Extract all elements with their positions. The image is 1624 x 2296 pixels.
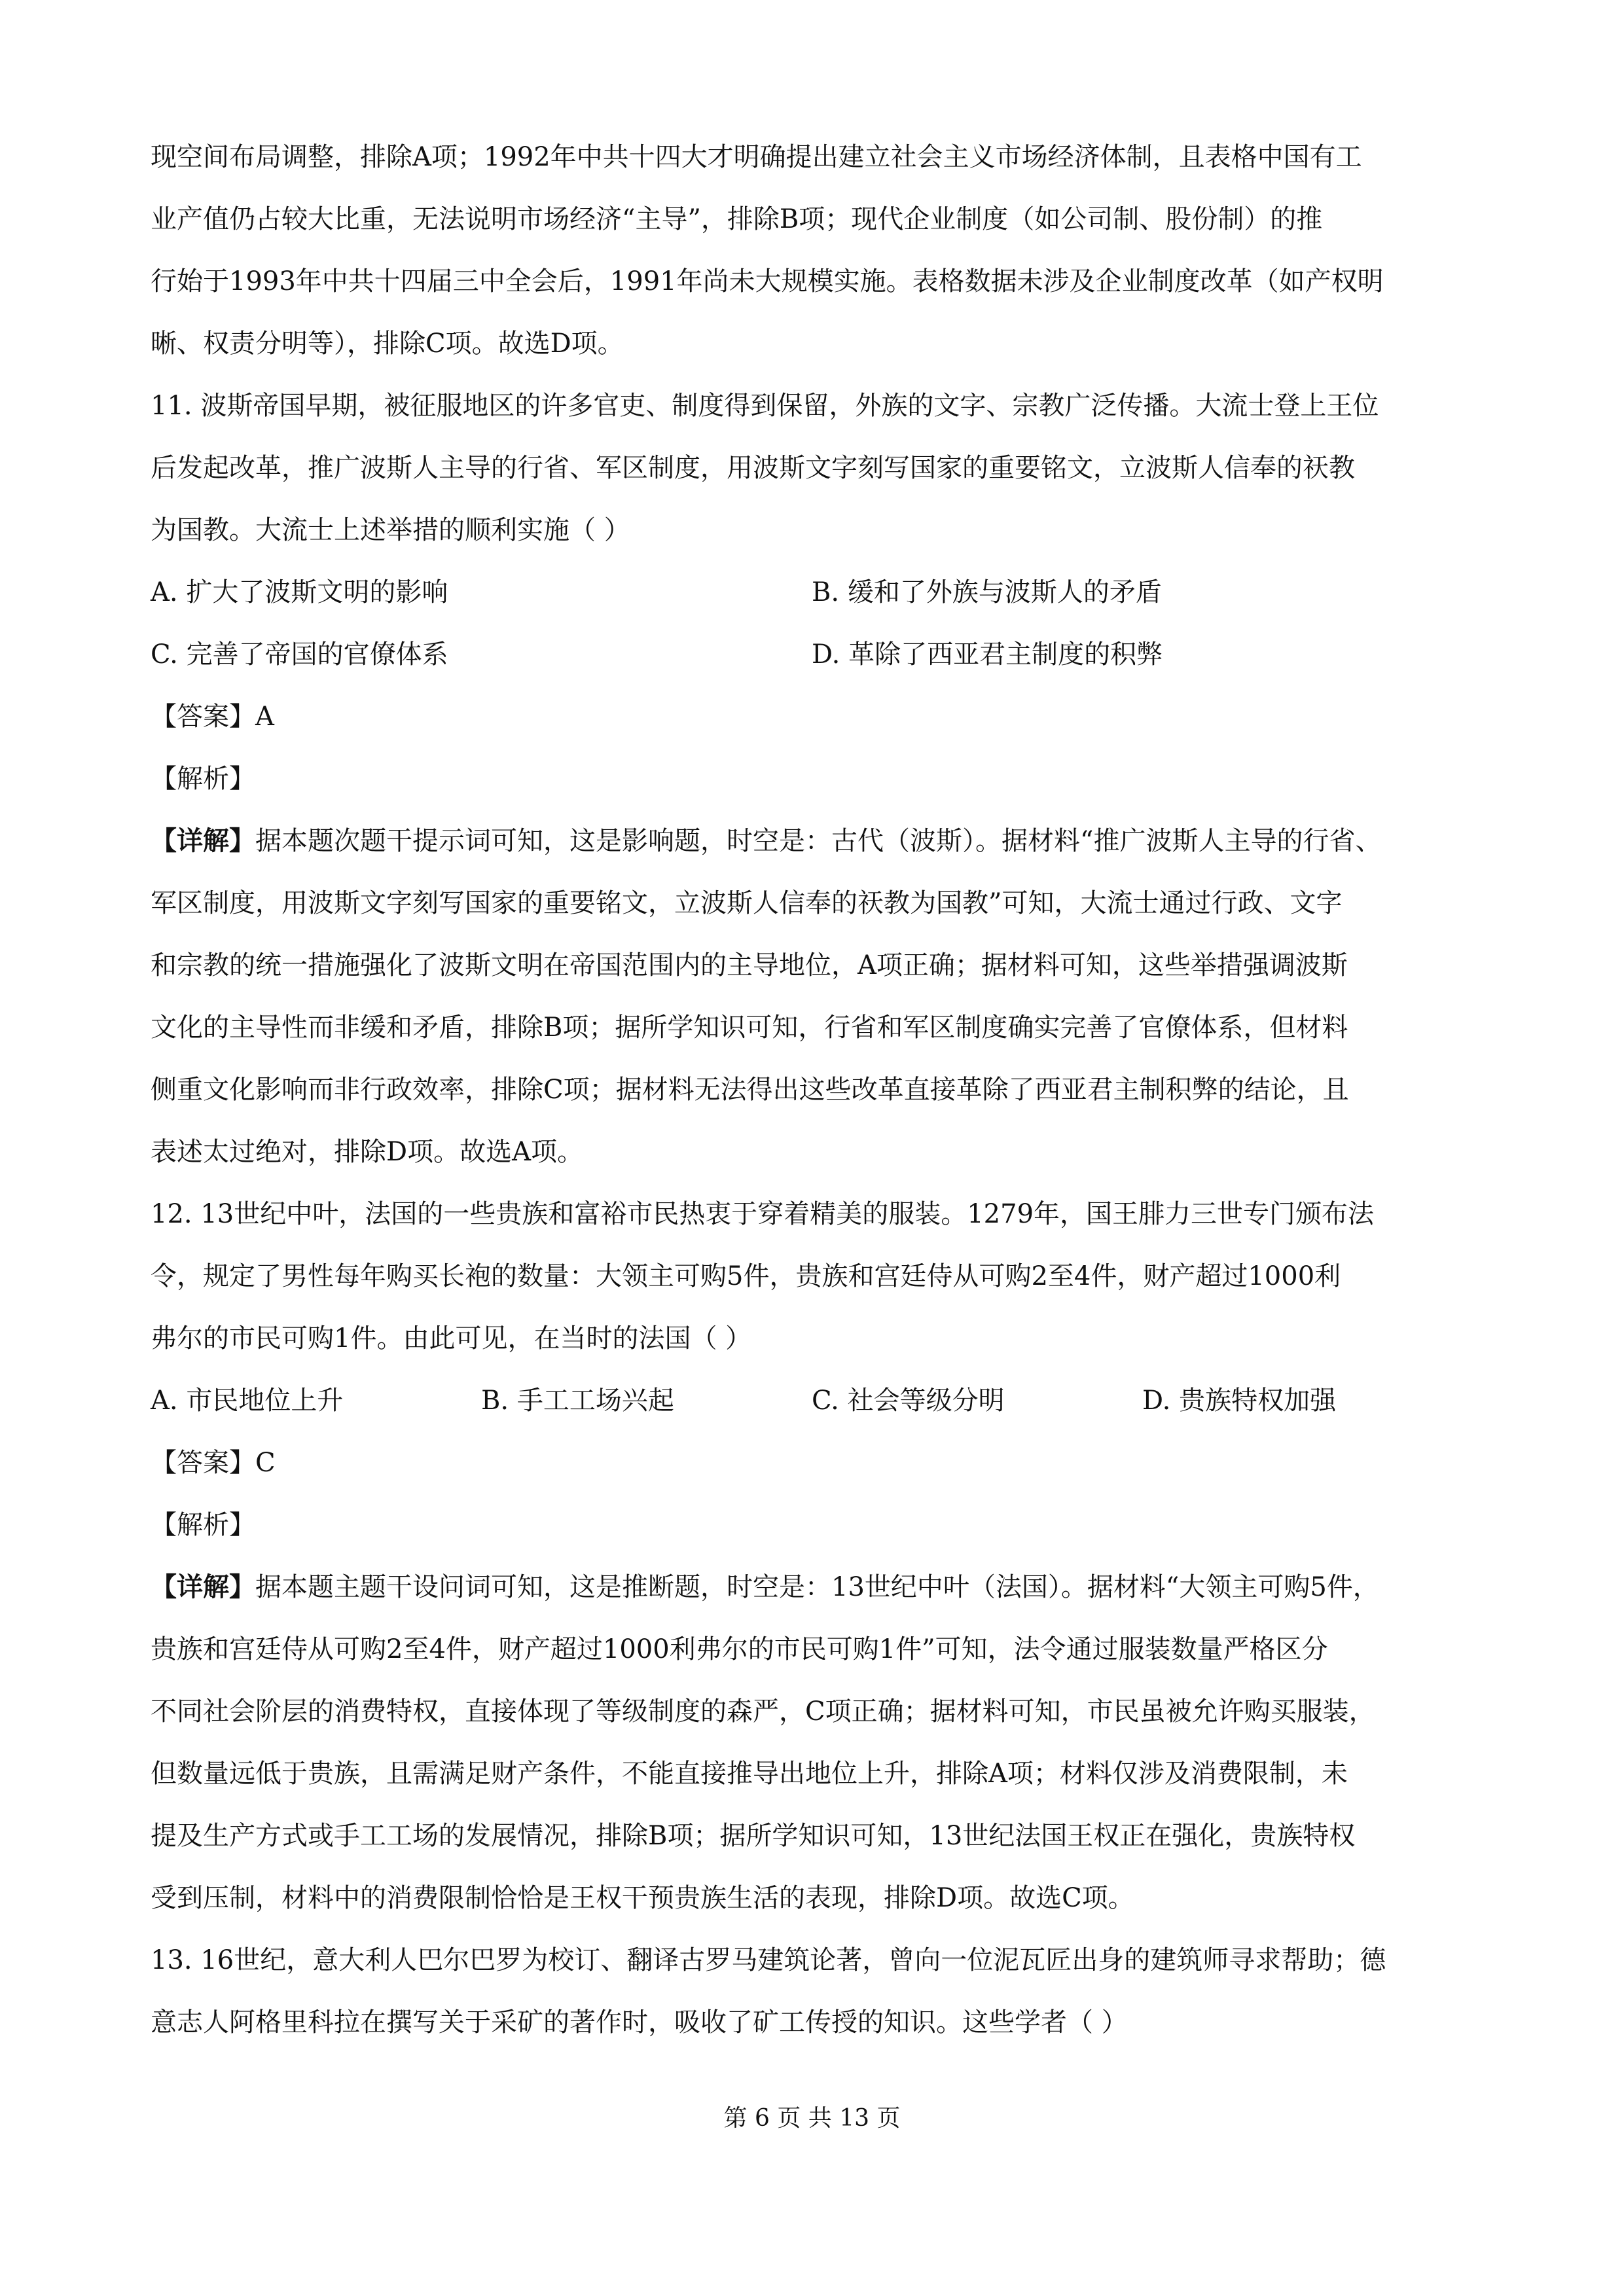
question-12-analysis-label: 【解析】 — [151, 1510, 255, 1540]
question-13-stem-line: 13. 16世纪，意大利人巴尔巴罗为校订、翻译古罗马建筑论著，曾向一位泥瓦匠出身的建筑师寻求帮助；德 — [151, 1945, 1386, 1975]
question-11-stem-line: 为国教。大流士上述举措的顺利实施（ ） — [151, 515, 630, 545]
question-11-option-d: D. 革除了西亚君主制度的积弊 — [812, 639, 1163, 670]
question-12-option-a: A. 市民地位上升 — [151, 1386, 344, 1416]
question-12-option-d: D. 贵族特权加强 — [1142, 1386, 1337, 1416]
question-11-option-a: A. 扩大了波斯文明的影响 — [151, 577, 448, 607]
question-11-option-b: B. 缓和了外族与波斯人的矛盾 — [812, 577, 1162, 607]
detail-text: 据本题主题干设问词可知，这是推断题，时空是：13世纪中叶（法国）。据材料“大领主可购5件， — [255, 1572, 1379, 1602]
question-11-detail-line: 侧重文化影响而非行政效率，排除C项；据材料无法得出这些改革直接革除了西亚君主制积弊的结论，且 — [151, 1075, 1349, 1105]
text-line: 晰、权责分明等），排除C项。故选D项。 — [151, 329, 624, 359]
detail-text: 据本题次题干提示词可知，这是影响题，时空是：古代（波斯）。据材料“推广波斯人主导的行省、 — [255, 826, 1382, 856]
question-11-stem-line: 后发起改革，推广波斯人主导的行省、军区制度，用波斯文字刻写国家的重要铭文，立波斯人信奉的祆教 — [151, 453, 1355, 483]
text-line: 现空间布局调整，排除A项；1992年中共十四大才明确提出建立社会主义市场经济体制，且表格中国有工 — [151, 142, 1362, 172]
text-line: 业产值仍占较大比重，无法说明市场经济“主导”，排除B项；现代企业制度（如公司制、股份制）的推 — [151, 204, 1323, 234]
page-footer: 第 6 页 共 13 页 — [723, 2105, 901, 2132]
question-11-detail-line: 和宗教的统一措施强化了波斯文明在帝国范围内的主导地位，A项正确；据材料可知，这些举措强调波斯 — [151, 950, 1348, 980]
question-12-detail-line: 但数量远低于贵族，且需满足财产条件，不能直接推导出地位上升，排除A项；材料仅涉及消费限制，未 — [151, 1759, 1348, 1789]
question-13-stem-line: 意志人阿格里科拉在撰写关于采矿的著作时，吸收了矿工传授的知识。这些学者（ ） — [151, 2007, 1128, 2037]
detail-label: 【详解】 — [151, 825, 255, 856]
detail-label: 【详解】 — [151, 1571, 255, 1602]
question-12-detail-line: 受到压制，材料中的消费限制恰恰是王权干预贵族生活的表现，排除D项。故选C项。 — [151, 1883, 1134, 1913]
question-12-detail-line: 贵族和宫廷侍从可购2至4件，财产超过1000利弗尔的市民可购1件”可知，法令通过服装数量严格区分 — [151, 1634, 1328, 1664]
question-11-option-c: C. 完善了帝国的官僚体系 — [151, 639, 448, 670]
question-12-stem-line: 12. 13世纪中叶，法国的一些贵族和富裕市民热衷于穿着精美的服装。1279年，国王腓力三世专门颁布法 — [151, 1199, 1375, 1229]
question-11-detail-line — [151, 822, 1486, 860]
question-12-answer: 【答案】C — [151, 1448, 276, 1478]
question-12-detail-line — [151, 1568, 1486, 1606]
question-12-option-b: B. 手工工场兴起 — [481, 1386, 674, 1416]
question-12-option-c: C. 社会等级分明 — [812, 1386, 1005, 1416]
question-12-detail-line: 提及生产方式或手工工场的发展情况，排除B项；据所学知识可知，13世纪法国王权正在强化，贵族特权 — [151, 1821, 1356, 1851]
question-11-analysis-label: 【解析】 — [151, 764, 255, 794]
question-11-detail-line: 表述太过绝对，排除D项。故选A项。 — [151, 1137, 583, 1167]
question-12-detail-line: 不同社会阶层的消费特权，直接体现了等级制度的森严，C项正确；据材料可知，市民虽被允许购买服装， — [151, 1696, 1375, 1727]
text-line: 行始于1993年中共十四届三中全会后，1991年尚未大规模实施。表格数据未涉及企业制度改革（如产权明 — [151, 266, 1384, 296]
question-12-stem-line: 令，规定了男性每年购买长袍的数量：大领主可购5件，贵族和宫廷侍从可购2至4件，财产超过1000利 — [151, 1261, 1341, 1291]
question-11-detail-line: 军区制度，用波斯文字刻写国家的重要铭文，立波斯人信奉的祆教为国教”可知，大流士通过行政、文字 — [151, 888, 1343, 918]
question-12-stem-line: 弗尔的市民可购1件。由此可见，在当时的法国（ ） — [151, 1323, 752, 1354]
question-11-answer: 【答案】A — [151, 702, 274, 732]
question-11-stem-line: 11. 波斯帝国早期，被征服地区的许多官吏、制度得到保留，外族的文字、宗教广泛传播。大流士登上王位 — [151, 391, 1379, 421]
question-11-detail-line: 文化的主导性而非缓和矛盾，排除B项；据所学知识可知，行省和军区制度确实完善了官僚体系，但材料 — [151, 1013, 1348, 1043]
